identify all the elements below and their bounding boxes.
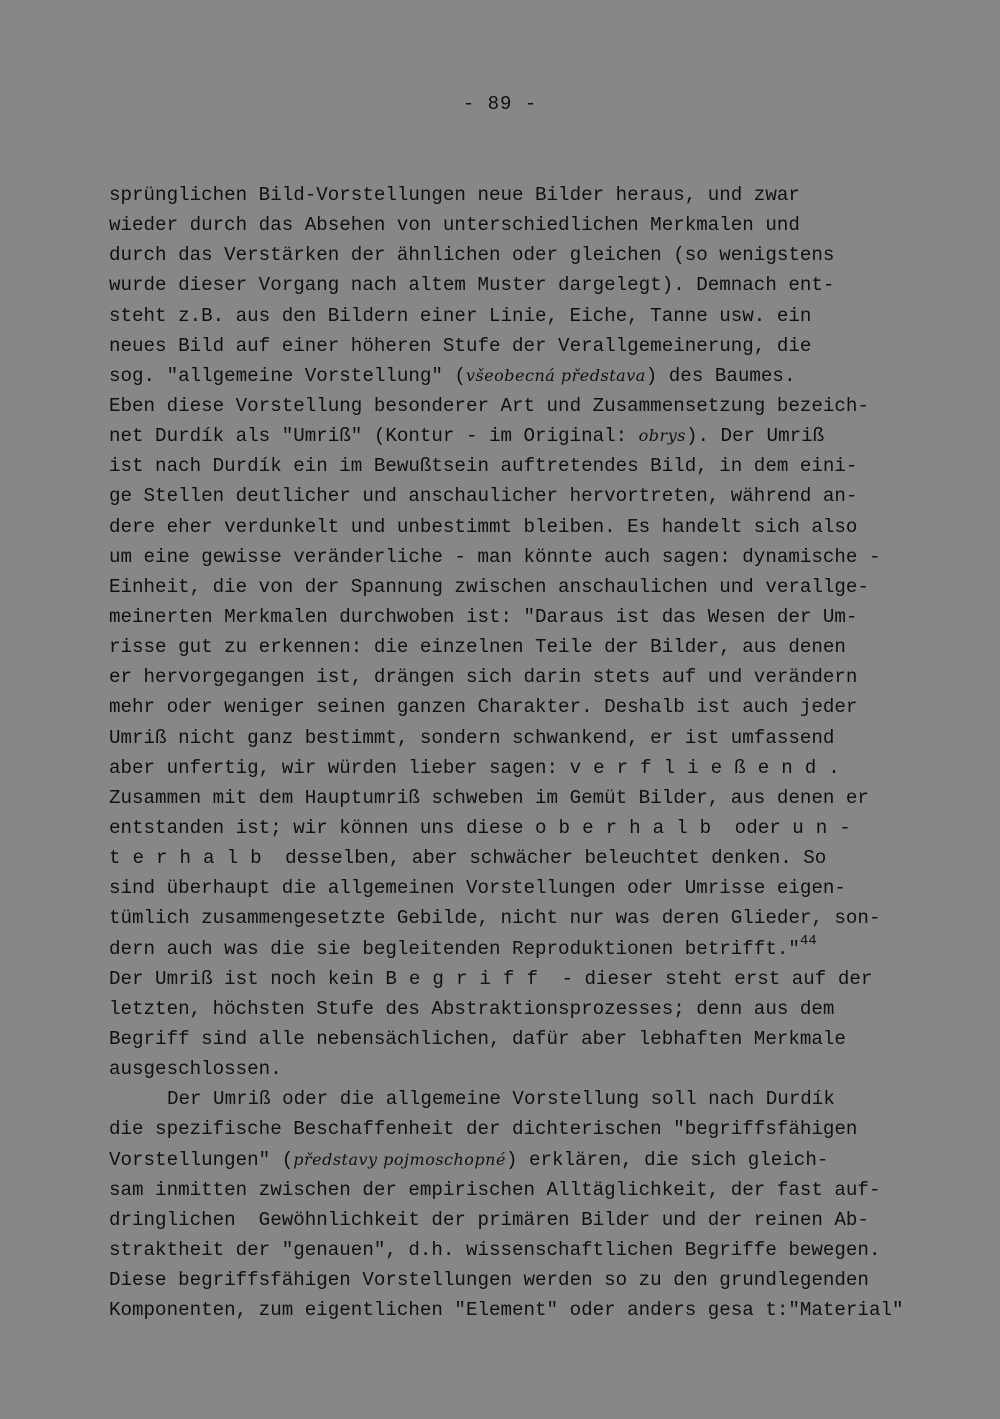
text-line: Begriff sind alle nebensächlichen, dafür aber lebhaften Merkmale [109, 1027, 846, 1050]
body-text [109, 180, 939, 1325]
text-run: sog. "allgemeine Vorstellung" ( [109, 364, 466, 387]
text-line: sam inmitten zwischen der empirischen Alltäglichkeit, der fast auf- [109, 1178, 881, 1201]
text-run: oder [723, 816, 793, 839]
text-line: Umriß nicht ganz bestimmt, sondern schwankend, er ist umfassend [109, 726, 835, 749]
text-line [109, 813, 939, 843]
text-line: er hervorgegangen ist, drängen sich darin stets auf und verändern [109, 666, 858, 689]
text-run: Der Umriß ist noch kein [109, 967, 386, 990]
text-line: mehr oder weniger seinen ganzen Charakter. Deshalb ist auch jeder [109, 696, 858, 719]
text-line: ist nach Durdík ein im Bewußtsein auftretendes Bild, in dem eini- [109, 455, 858, 478]
text-line [109, 843, 939, 873]
text-line: risse gut zu erkennen: die einzelnen Teile der Bilder, aus denen [109, 636, 846, 659]
text-line: meinerten Merkmalen durchwoben ist: "Daraus ist das Wesen der Um- [109, 605, 858, 628]
text-line: Diese begriffsfähigen Vorstellungen werden so zu den grundlegenden [109, 1269, 869, 1292]
text-run: net Durdík als "Umriß" (Kontur - im Original: [109, 425, 639, 448]
text-line: Der Umriß oder die allgemeine Vorstellung soll nach Durdík [167, 1088, 835, 1111]
text-line: Eben diese Vorstellung besonderer Art und Zusammensetzung bezeich- [109, 394, 869, 417]
text-line: neues Bild auf einer höheren Stufe der Verallgemeinerung, die [109, 334, 812, 357]
text-line [109, 1145, 939, 1175]
text-line: Einheit, die von der Spannung zwischen anschaulichen und verallge- [109, 575, 869, 598]
text-line: durch das Verstärken der ähnlichen oder gleichen (so wenigstens [109, 244, 835, 267]
text-line [109, 421, 939, 451]
text-line: wurde dieser Vorgang nach altem Muster dargelegt). Demnach ent- [109, 274, 835, 297]
italic-term: představy pojmoschopné [293, 1149, 506, 1169]
spaced-word: oberhalb [535, 816, 724, 839]
text-line: straktheit der "genauen", d.h. wissenschaftlichen Begriffe bewegen. [109, 1238, 881, 1261]
text-run: desselben, aber schwächer beleuchtet denken. So [273, 847, 827, 870]
footnote-reference: 44 [799, 932, 817, 949]
text-run: aber unfertig, wir würden lieber sagen: [109, 756, 570, 779]
text-line: dere eher verdunkelt und unbestimmt bleiben. Es handelt sich also [109, 515, 858, 538]
text-run: entstanden ist; wir können uns diese [109, 816, 536, 839]
text-line: um eine gewisse veränderliche - man könnte auch sagen: dynamische - [109, 545, 881, 568]
italic-term: obrys [638, 426, 686, 446]
text-line: sprünglichen Bild-Vorstellungen neue Bilder heraus, und zwar [109, 184, 800, 206]
text-run: ). Der Umriß [685, 425, 825, 448]
spaced-word: Begriff [385, 967, 550, 990]
spaced-word: terhalb [109, 847, 274, 870]
text-line: steht z.B. aus den Bildern einer Linie, Eiche, Tanne usw. ein [109, 304, 812, 327]
text-line [109, 934, 939, 964]
text-line: dringlichen Gewöhnlichkeit der primären Bilder und der reinen Ab- [109, 1208, 869, 1231]
text-line: ausgeschlossen. [109, 1058, 282, 1081]
text-line: letzten, höchsten Stufe des Abstraktionsprozesses; denn aus dem [109, 997, 835, 1020]
page-number: - 89 - [462, 93, 538, 115]
text-line: wieder durch das Absehen von unterschiedlichen Merkmalen und [109, 214, 800, 237]
text-line: ge Stellen deutlicher und anschaulicher hervortreten, während an- [109, 485, 858, 508]
text-run: - dieser steht erst auf der [549, 967, 873, 990]
spaced-word: verfließend. [569, 756, 852, 779]
text-line: sind überhaupt die allgemeinen Vorstellungen oder Umrisse eigen- [109, 877, 846, 900]
italic-term: všeobecná představa [465, 365, 646, 385]
text-line: Komponenten, zum eigentlichen "Element" oder anders gesa t:"Material" [109, 1299, 904, 1322]
text-line [109, 964, 939, 994]
text-line [109, 361, 939, 391]
text-run: ) erklären, die sich gleich- [505, 1148, 829, 1171]
text-line [109, 753, 939, 783]
text-line: Zusammen mit dem Hauptumriß schweben im Gemüt Bilder, aus denen er [109, 786, 869, 809]
spaced-word: un- [792, 816, 863, 839]
text-line: tümlich zusammengesetzte Gebilde, nicht nur was deren Glieder, son- [109, 907, 881, 930]
text-run: dern auch was die sie begleitenden Reproduktionen betrifft." [109, 937, 800, 960]
text-run: ) des Baumes. [645, 364, 796, 387]
text-line: die spezifische Beschaffenheit der dichterischen "begriffsfähigen [109, 1118, 858, 1141]
text-run: Vorstellungen" ( [109, 1148, 294, 1171]
